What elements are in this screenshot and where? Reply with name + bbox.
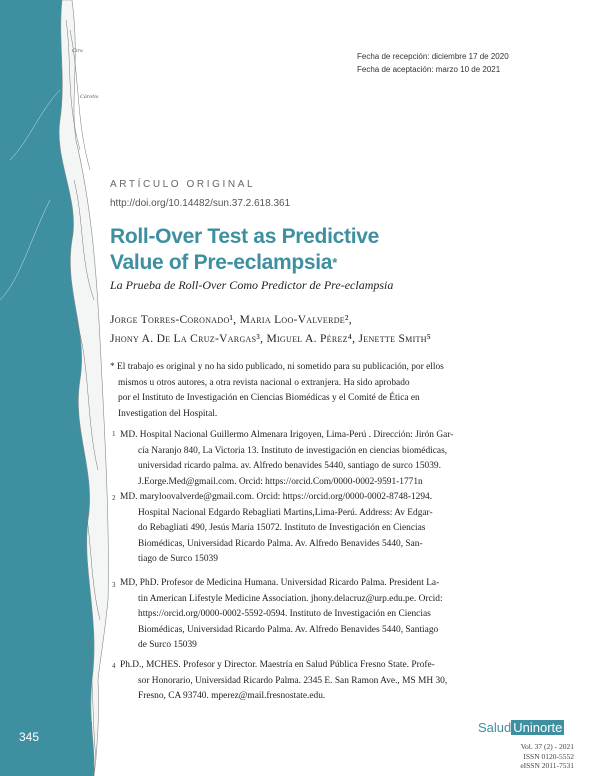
article-subtitle: La Prueba de Roll-Over Como Predictor de Pre-eclampsia (110, 278, 394, 292)
note-line: Hospital Nacional Edgardo Rebagliati Martins,Lima-Perú. Address: Av Edgar- (138, 507, 433, 518)
title-footnote-mark: * (332, 255, 337, 270)
note-line: MD, PhD. Profesor de Medicina Humana. Universidad Ricardo Palma. President La- (120, 578, 440, 588)
volume: Vol. 37 (2) - 2021 (520, 742, 574, 751)
journal-info (496, 742, 574, 771)
note-line: MD. maryloovalverde@gmail.com. Orcid: https://orcid.org/0000-0002-8748-1294. (120, 492, 433, 502)
note-line: https://orcid.org/0000-0002-5592-0594. Instituto de Investigación en Ciencias (138, 609, 431, 619)
strip-label-1: Cirv. (72, 48, 84, 54)
footnote-1 (120, 428, 490, 490)
note-line: tiago de Surco 15039 (138, 554, 218, 564)
note-line: MD. Hospital Nacional Guillermo Almenara Irigoyen, Lima-Perú . Dirección: Jirón Gar- (120, 430, 454, 440)
page-number: 345 (19, 730, 40, 744)
footnote-3 (120, 576, 490, 654)
note-line: sor Honorario, Universidad Ricardo Palma. 2345 E. San Ramon Ave., MS MH 30, (138, 675, 448, 686)
journal-logo: Salud Uninorte (478, 720, 563, 735)
issn: ISSN 0120-5552 (523, 751, 574, 761)
note-line: tin American Lifestyle Medicine Association. jhony.delacruz@urp.edu.pe. Orcid: (138, 593, 443, 604)
page-number-box (0, 722, 92, 752)
accepted-date: Fecha de aceptación: marzo 10 de 2021 (357, 65, 501, 74)
doi-link[interactable]: http://doi.org/10.14482/sun.37.2.618.361 (110, 198, 291, 209)
footnote-1-number: 1 (112, 430, 116, 438)
note-line: Biomédicas, Universidad Ricardo Palma. Av. Alfredo Benavides 5440, Santiago (138, 624, 439, 635)
note-line: * El trabajo es original y no ha sido publicado, ni sometido para su publicación, por ellos (110, 362, 444, 372)
strip-label-2: Cárotis (80, 94, 99, 100)
author-list (110, 311, 490, 349)
note-line: Ph.D., MCHES. Profesor y Director. Maestría en Salud Pública Fresno State. Profe- (120, 660, 435, 670)
footnote-3-number: 3 (112, 581, 116, 589)
title-line-2: Value of Pre-eclampsia* (110, 251, 337, 274)
received-date: Fecha de recepción: diciembre 17 de 2020 (357, 52, 509, 61)
footnote-4-number: 4 (112, 662, 116, 670)
article-title (110, 224, 430, 276)
note-line: Investigation del Hospital. (118, 408, 218, 419)
note-line: universidad ricardo palma. av. Alfredo benavides 5440, santiago de surco 15039. (138, 461, 441, 471)
note-line: Biomédicas, Universidad Ricardo Palma. Av. Alfredo Benavides 5440, San- (138, 538, 423, 549)
section-label: ARTÍCULO ORIGINAL (110, 179, 256, 190)
note-line: de Surco 15039 (138, 640, 197, 650)
footnote-2 (120, 490, 490, 568)
note-line: do Rebagliati 490, Jesús María 15072. Instituto de Investigación en Ciencias (138, 523, 426, 533)
title-line-1: Roll-Over Test as Predictive (110, 225, 379, 248)
authors-line-2: Jhony A. De La Cruz-Vargas³, Miguel A. Pérez⁴, Jenette Smith⁵ (110, 333, 432, 345)
note-line: mismos u otros autores, a otra revista nacional o extranjera. Ha sido aprobado (118, 377, 410, 388)
submission-dates (357, 50, 509, 76)
note-line: Fresno, CA 93740. mperez@mail.fresnostate.edu. (138, 691, 326, 701)
note-line: J.Eorge.Med@gmail.com. Orcid: https://orcid.Com/0000-0002-9591-1771n (138, 476, 423, 487)
note-line: por el Instituto de Investigación en Ciencias Biomédicas y el Comité de Ética en (118, 393, 420, 403)
eissn: eISSN 2011-7531 (520, 761, 574, 770)
footnote-star (110, 360, 490, 422)
footnote-4 (120, 658, 490, 705)
footnote-2-number: 2 (112, 494, 116, 502)
authors-line-1: Jorge Torres-Coronado¹, Maria Loo-Valverde², (110, 314, 352, 326)
note-line: cía Naranjo 840, La Victoria 13. Instituto de investigación en ciencias biomédicas, (138, 445, 448, 456)
